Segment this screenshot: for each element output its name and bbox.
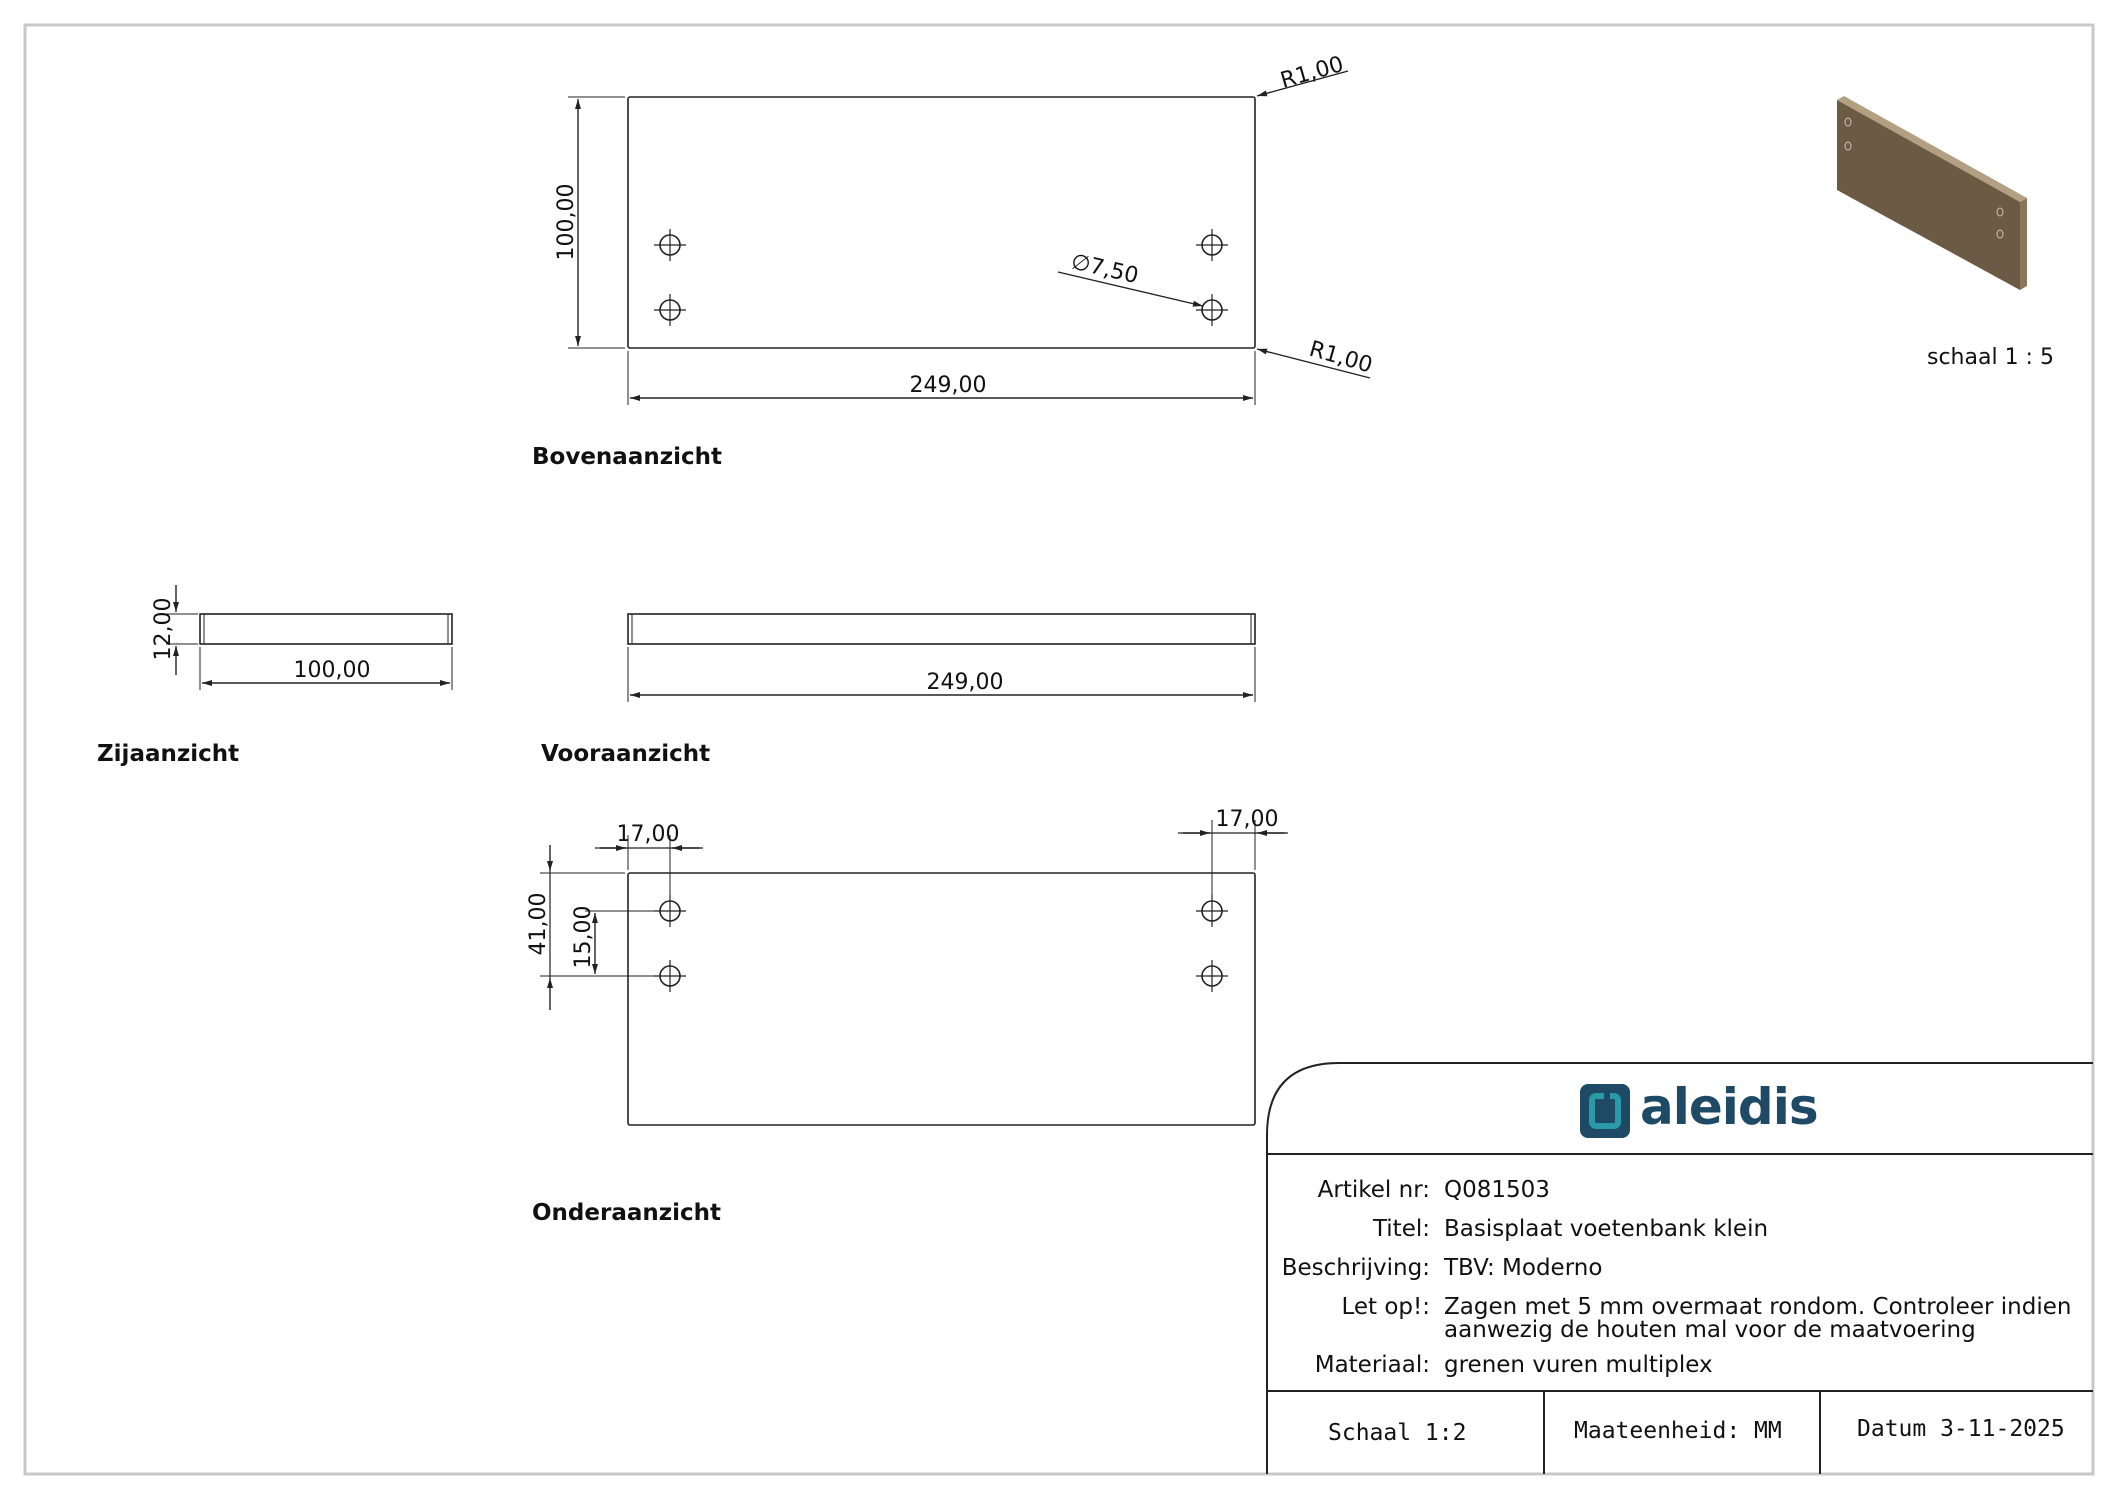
hole-spacing-label: 15,00 <box>571 905 596 969</box>
iso-board-end <box>2020 198 2027 290</box>
top-view-outline <box>628 97 1255 348</box>
footer-scale: Schaal 1:2 <box>1328 1420 1467 1446</box>
bottom-left-offset-label: 17,00 <box>616 822 680 847</box>
note-value-line1: Zagen met 5 mm overmaat rondom. Controleer indien <box>1444 1294 2072 1320</box>
bottom-right-offset-label: 17,00 <box>1215 807 1279 832</box>
top-height-label: 100,00 <box>554 183 579 261</box>
front-view-label: Vooraanzicht <box>541 741 711 767</box>
hole-top-2 <box>654 294 686 326</box>
footer-date: Datum 3-11-2025 <box>1857 1416 2065 1442</box>
description-label: Beschrijving: <box>1281 1255 1430 1281</box>
top-view-label: Bovenaanzicht <box>532 444 722 470</box>
top-length-label: 249,00 <box>909 373 987 398</box>
iso-view <box>1837 96 2027 290</box>
footer-unit: Maateenheid: MM <box>1574 1418 1782 1444</box>
description-value: TBV: Moderno <box>1444 1255 1603 1281</box>
bottom-view <box>526 807 1288 1125</box>
hole-diameter-label: ∅7,50 <box>1068 249 1141 290</box>
bottom-view-outline <box>628 873 1255 1125</box>
side-view <box>151 585 452 690</box>
iso-scale-label: schaal 1 : 5 <box>1927 345 2054 370</box>
front-view-outline <box>628 614 1255 644</box>
note-value-line2: aanwezig de houten mal voor de maatvoering <box>1444 1317 1976 1343</box>
logo-mark <box>1580 1084 1630 1138</box>
hole-top-3 <box>1196 229 1228 261</box>
top-view <box>554 52 1375 405</box>
radius-top-label: R1,00 <box>1277 52 1347 94</box>
material-value: grenen vuren multiplex <box>1444 1352 1713 1378</box>
side-view-outline <box>200 614 452 644</box>
hole-bottom-4 <box>1196 960 1228 992</box>
title-value: Basisplaat voetenbank klein <box>1444 1216 1769 1242</box>
front-view <box>628 614 1255 702</box>
side-width-label: 100,00 <box>293 658 371 683</box>
front-length-label: 249,00 <box>926 670 1004 695</box>
bottom-view-label: Onderaanzicht <box>532 1200 722 1226</box>
hole-top-4 <box>1196 294 1228 326</box>
title-label: Titel: <box>1372 1216 1430 1242</box>
material-label: Materiaal: <box>1314 1352 1430 1378</box>
radius-bottom-label: R1,00 <box>1306 336 1376 379</box>
note-label: Let op!: <box>1341 1294 1430 1320</box>
logo-text: aleidis <box>1640 1078 1818 1136</box>
hole-bottom-3 <box>1196 895 1228 927</box>
side-view-label: Zijaanzicht <box>97 741 240 767</box>
side-thickness-label: 12,00 <box>151 597 176 661</box>
article-nr-label: Artikel nr: <box>1317 1177 1430 1203</box>
iso-board-front <box>1837 100 2020 290</box>
bottom-vertical-label: 41,00 <box>526 892 551 956</box>
sheet-border <box>25 25 2093 1474</box>
hole-top-1 <box>654 229 686 261</box>
article-nr-value: Q081503 <box>1444 1177 1550 1203</box>
